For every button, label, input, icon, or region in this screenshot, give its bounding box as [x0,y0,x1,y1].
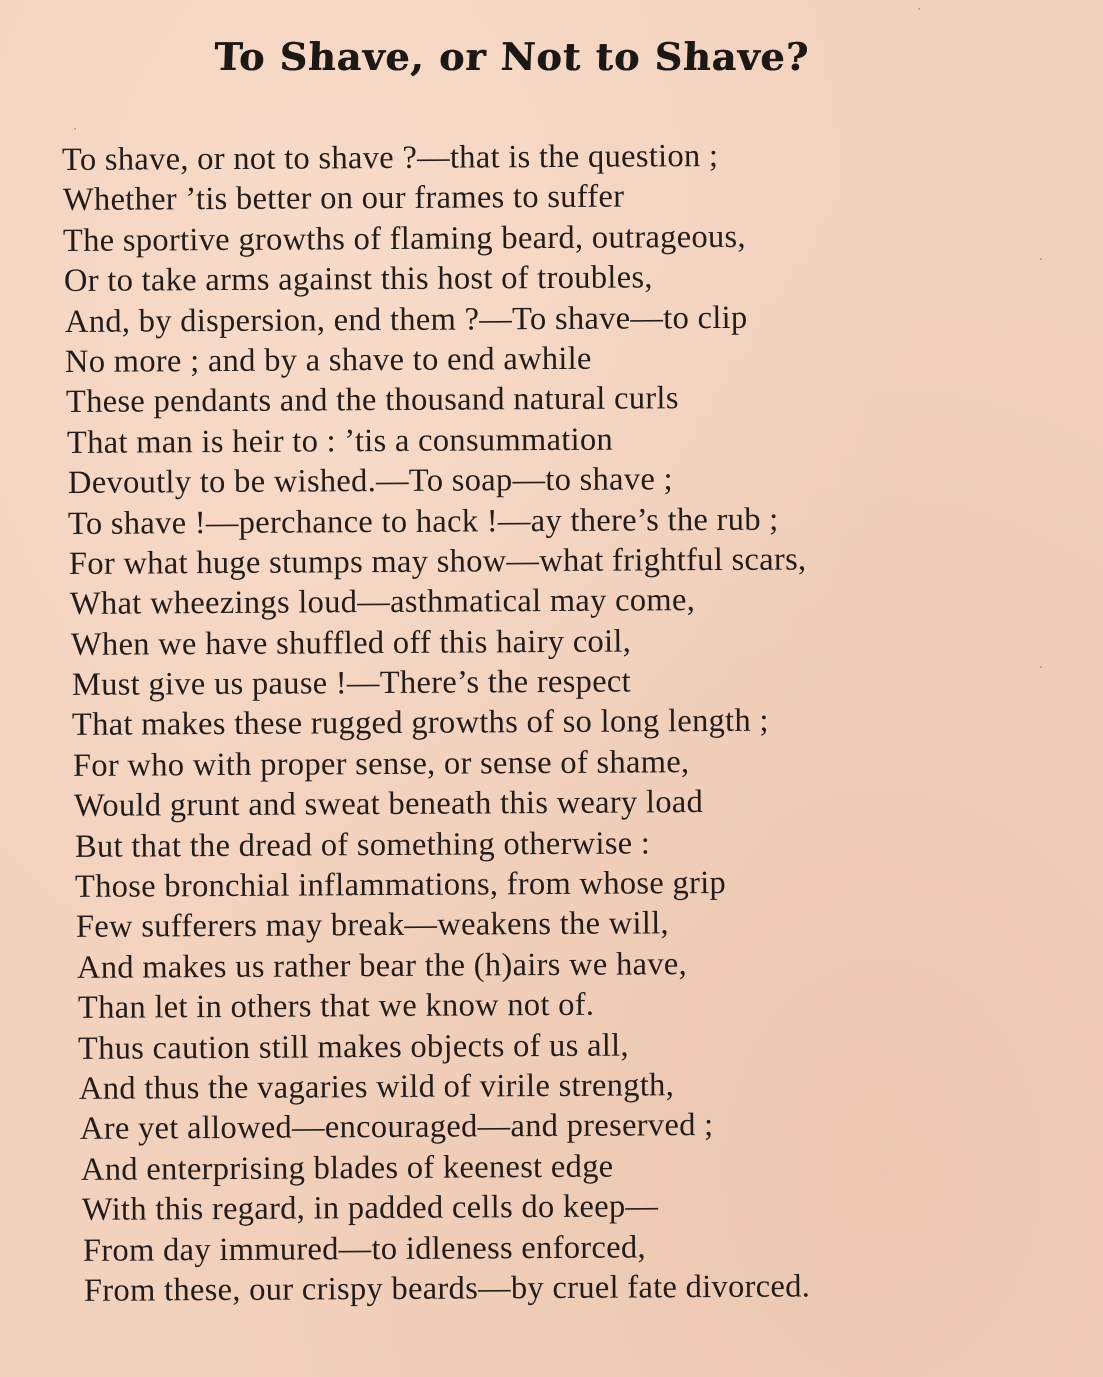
poem-line: Would grunt and sweat beneath this weary load [73,784,704,825]
poem-line: Are yet allowed—encouraged—and preserved ; [79,1107,714,1148]
poem-line: Devoutly to be wished.—To soap—to shave ; [67,461,673,502]
poem-line: When we have shuffled off this hairy coil, [70,623,632,663]
paper-speck [1040,666,1042,668]
poem-line: With this regard, in padded cells do keep— [81,1188,659,1229]
poem-line: These pendants and the thousand natural curls [65,380,679,421]
poem-line: That man is heir to : ’tis a consummation [66,421,614,461]
paper-speck [74,128,76,130]
paper-speck [1040,258,1042,260]
poem-line: No more ; and by a shave to end awhile [64,340,592,380]
poem-line: From day immured—to idleness enforced, [82,1228,646,1269]
poem-line: But that the dread of something otherwise : [74,825,651,865]
poem-line: And thus the vagaries wild of virile strength, [78,1067,675,1107]
poem-line: And makes us rather bear the (h)airs we have, [76,945,688,986]
poem-line: Whether ’tis better on our frames to suffer [62,178,625,219]
poem-line: Or to take arms against this host of troubles, [63,259,653,300]
poem-title: To Shave, or Not to Shave? [213,34,810,79]
poem-line: From these, our crispy beards—by cruel fate divorced. [83,1268,811,1309]
poem-line: To shave, or not to shave ?—that is the question ; [61,137,719,178]
paper-speck [918,8,920,10]
poem-line: Must give us pause !—There’s the respect [71,663,632,704]
poem-line: And enterprising blades of keenest edge [80,1148,614,1188]
poem-line: And, by dispersion, end them ?—To shave—to clip [64,299,748,340]
poem-line: Few sufferers may break—weakens the will, [75,905,670,946]
poem-line: What wheezings loud—asthmatical may come, [69,582,696,623]
poem-line: That makes these rugged growths of so long length ; [71,703,769,744]
poem-line: Thus caution still makes objects of us all, [77,1027,629,1067]
poem-line: The sportive growths of flaming beard, outrageous, [62,218,746,259]
poem-line: To shave !—perchance to hack !—ay there’s the rub ; [67,501,779,542]
poem-line: For who with proper sense, or sense of shame, [72,744,690,784]
poem-line: Those bronchial inflammations, from whose grip [74,864,727,905]
poem-line: For what huge stumps may show—what frightful scars, [68,541,807,582]
poem-body [60,137,1060,1311]
poem-line: Than let in others that we know not of. [77,986,595,1027]
